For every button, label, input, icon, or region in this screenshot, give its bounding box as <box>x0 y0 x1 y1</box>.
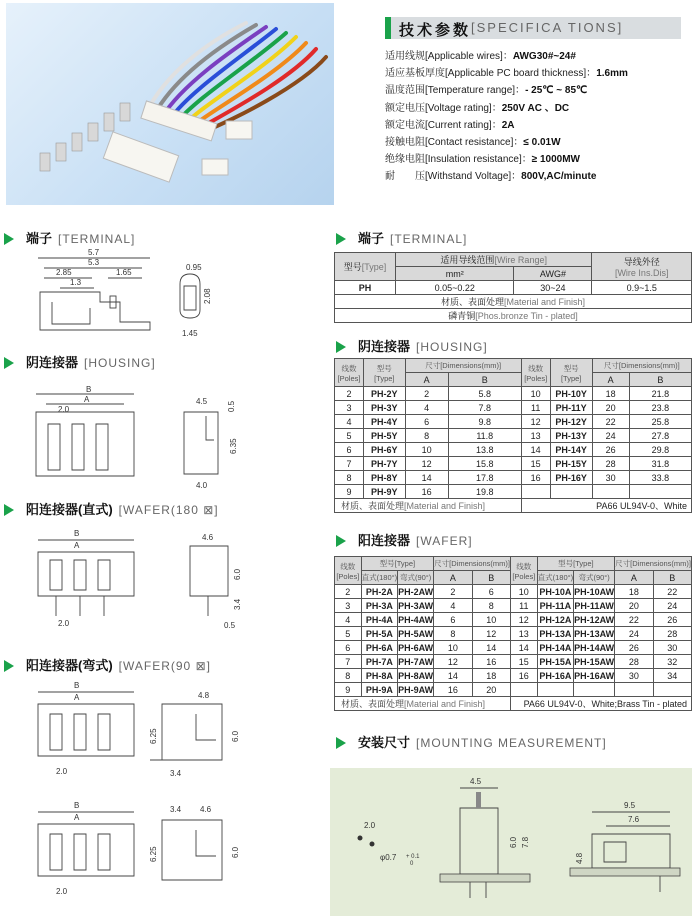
section-wafer: 阳连接器 [WAFER] <box>336 530 473 549</box>
dim-label: 2.0 <box>58 619 70 628</box>
table-row: 2 PH-2Y 2 5.8 10 PH-10Y 18 21.8 <box>335 387 692 401</box>
dim-label: 0 <box>410 861 414 867</box>
dim-label: 0.5 <box>227 400 236 412</box>
table-row: 6 PH-6Y 10 13.8 14 PH-14Y 26 29.8 <box>335 443 692 457</box>
table-row: 2 PH-2A PH-2AW 2 6 10 PH-10A PH-10AW 18 22 <box>335 585 692 599</box>
table-row: 9 PH-9A PH-9AW 16 20 <box>335 683 692 697</box>
dim-label: 2.0 <box>56 767 68 776</box>
dim-label: 3.4 <box>233 598 242 610</box>
dim-label: 6.35 <box>229 438 238 454</box>
dim-label: 5.7 <box>88 248 100 257</box>
terminal-table: 型号[Type] 适用导线范围[Wire Range] 导线外径 [Wire Ins.Dis] mm² AWG# PH 0.05~0.22 30~24 0.9~1.5 材质、表面处理[Material and Finish] 磷青铜[Phos.bronze Tin - plated] <box>334 252 692 323</box>
dim-label: 1.65 <box>116 268 132 277</box>
table-row: 3 PH-3A PH-3AW 4 8 11 PH-11A PH-11AW 20 24 <box>335 599 692 613</box>
dim-label: 4.5 <box>470 777 482 786</box>
wafer-straight-drawing <box>38 529 242 630</box>
table-row: 4 PH-4A PH-4AW 6 10 12 PH-12A PH-12AW 22 26 <box>335 613 692 627</box>
dim-label: 4.8 <box>198 691 210 700</box>
section-terminal-left: 端子 [TERMINAL] <box>4 228 135 247</box>
dim-label: 6.25 <box>149 846 158 862</box>
dim-label: 3.4 <box>170 769 182 778</box>
dim-label: 2.0 <box>56 887 68 896</box>
spec-row: 适应基板厚度[Applicable PC board thickness]：1.6mm <box>385 68 628 80</box>
dim-label: 0.95 <box>186 263 202 272</box>
dim-label: 0.5 <box>224 621 236 630</box>
terminal-drawing <box>38 248 212 338</box>
section-wafer-straight: 阳连接器(直式) [WAFER(180 ⊠] <box>4 499 219 518</box>
wafer-table: 线数 [Poles] 型号[Type] 尺寸[Dimensions(mm)] 线数 [Poles] 型号[Type] 尺寸[Dimensions(mm)] 直式(180°) 弯式(90°) A B 直式(180°) 弯式(90°) A B 2 PH-2A PH-2AW 2 6 10 PH-10A PH-10AW 18 22 3 PH-3A PH-3AW 4 8 11 PH-11A PH-11AW 20 24 4 PH-4A PH-4AW 6 10 12 PH-12A PH-12AW 22 26 5 PH-5A PH-5AW 8 12 13 PH-13A PH-13AW 24 28 6 PH-6A PH-6AW 10 14 14 PH-14A PH-14AW 26 30 7 PH-7A PH-7AW 12 16 15 PH-15A PH-15AW 28 32 8 PH-8A PH-8AW 14 18 16 PH-16A PH-16AW 30 34 9 PH-9A PH-9AW 16 20 材质、表面处理[Material and Finish] PA66 UL94V-0、White;Brass Tin - plated <box>334 556 692 711</box>
dim-label: 4.0 <box>196 481 208 490</box>
housing-table: 线数 [Poles] 型号 [Type] 尺寸[Dimensions(mm)] 线数 [Poles] 型号 [Type] 尺寸[Dimensions(mm)] A B A B 2 PH-2Y 2 5.8 10 PH-10Y 18 21.8 3 PH-3Y 4 7.8 11 PH-11Y 20 23.8 4 PH-4Y 6 9.8 12 PH-12Y 22 25.8 5 PH-5Y 8 11.8 13 PH-13Y 24 27.8 6 PH-6Y 10 13.8 14 PH-14Y 26 29.8 7 PH-7Y 12 15.8 15 PH-15Y 28 31.8 8 PH-8Y 14 17.8 16 PH-16Y 30 33.8 9 PH-9Y 16 19.8 材质、表面处理[Material and Finish] PA66 UL94V-0、White <box>334 358 692 513</box>
section-wafer-angle: 阳连接器(弯式) [WAFER(90 ⊠] <box>4 655 211 674</box>
dim-label: 4.6 <box>202 533 214 542</box>
spec-row: 额定电压[Voltage rating]：250V AC 、DC <box>385 102 570 114</box>
wafer-angle-drawing <box>38 681 240 778</box>
dim-label: 7.6 <box>628 815 640 824</box>
dim-label: 4.6 <box>200 805 212 814</box>
spec-row: 绝缘电阻[Insulation resistance]：≥ 1000MW <box>385 154 580 166</box>
table-row: 8 PH-8A PH-8AW 14 18 16 PH-16A PH-16AW 30 34 <box>335 669 692 683</box>
dim-label: A <box>74 813 80 822</box>
housing-drawing <box>36 385 238 490</box>
section-housing-left: 阴连接器 [HOUSING] <box>4 352 156 371</box>
section-mounting: 安装尺寸 [MOUNTING MEASUREMENT] <box>336 732 607 751</box>
table-row: 5 PH-5A PH-5AW 8 12 13 PH-13A PH-13AW 24 28 <box>335 627 692 641</box>
dim-label: A <box>74 541 80 550</box>
product-photo <box>6 3 334 205</box>
dim-label: + 0.1 <box>406 854 420 860</box>
spec-row: 额定电流[Current rating]：2A <box>385 119 515 131</box>
triangle-icon <box>336 737 346 749</box>
dim-label: 3.4 <box>170 805 182 814</box>
dim-label: 2.0 <box>58 405 70 414</box>
dim-label: B <box>74 529 80 538</box>
dim-label: 6.0 <box>509 836 518 848</box>
dim-label: 6.0 <box>231 730 240 742</box>
dim-label: B <box>74 681 80 690</box>
spec-row: 温度范围[Temperature range]：- 25℃ ~ 85℃ <box>385 85 588 97</box>
table-row: 4 PH-4Y 6 9.8 12 PH-12Y 22 25.8 <box>335 415 692 429</box>
dim-label: B <box>74 801 80 810</box>
spec-header <box>385 17 681 39</box>
mounting-panel <box>330 768 692 916</box>
table-row: 7 PH-7A PH-7AW 12 16 15 PH-15A PH-15AW 28 32 <box>335 655 692 669</box>
table-row: 3 PH-3Y 4 7.8 11 PH-11Y 20 23.8 <box>335 401 692 415</box>
dim-label: 1.45 <box>182 329 198 338</box>
triangle-icon <box>336 233 346 245</box>
dim-label: 5.3 <box>88 258 100 267</box>
dim-label: 2.0 <box>364 821 376 830</box>
spec-title-en: [SPECIFICA TIONS] <box>471 20 624 35</box>
section-terminal: 端子 [TERMINAL] <box>336 228 467 247</box>
dim-label: 7.8 <box>521 836 530 848</box>
spec-row: 适用线规[Applicable wires]：AWG30#~24# <box>385 51 576 62</box>
table-row: 8 PH-8Y 14 17.8 16 PH-16Y 30 33.8 <box>335 471 692 485</box>
dim-label: 1.3 <box>70 278 82 287</box>
dim-label: 2.08 <box>203 288 212 304</box>
section-housing: 阴连接器 [HOUSING] <box>336 336 488 355</box>
dim-label: A <box>74 693 80 702</box>
dim-label: 6.0 <box>231 846 240 858</box>
table-row: 7 PH-7Y 12 15.8 15 PH-15Y 28 31.8 <box>335 457 692 471</box>
dim-label: 2.85 <box>56 268 72 277</box>
table-row: 5 PH-5Y 8 11.8 13 PH-13Y 24 27.8 <box>335 429 692 443</box>
dim-label: 6.25 <box>149 728 158 744</box>
table-row: 6 PH-6A PH-6AW 10 14 14 PH-14A PH-14AW 26 30 <box>335 641 692 655</box>
spec-list <box>385 48 695 186</box>
wafer-angle-drawing-2 <box>38 801 240 896</box>
dim-label: B <box>86 385 92 394</box>
dim-label: 9.5 <box>624 801 636 810</box>
spec-title: 技术参数 <box>399 22 472 39</box>
spec-row: 接触电阻[Contact resistance]：≤ 0.01W <box>385 137 561 149</box>
dim-label: A <box>84 395 90 404</box>
triangle-icon <box>336 535 346 547</box>
technical-drawings <box>0 244 330 919</box>
table-row: 9 PH-9Y 16 19.8 <box>335 485 692 499</box>
dim-label: φ0.7 <box>380 853 397 862</box>
triangle-icon <box>336 341 346 353</box>
spec-row: 耐 压[Withstand Voltage]：800V,AC/minute <box>385 171 597 183</box>
dim-label: 4.5 <box>196 397 208 406</box>
dim-label: 6.0 <box>233 568 242 580</box>
dim-label: 4.8 <box>575 852 584 864</box>
